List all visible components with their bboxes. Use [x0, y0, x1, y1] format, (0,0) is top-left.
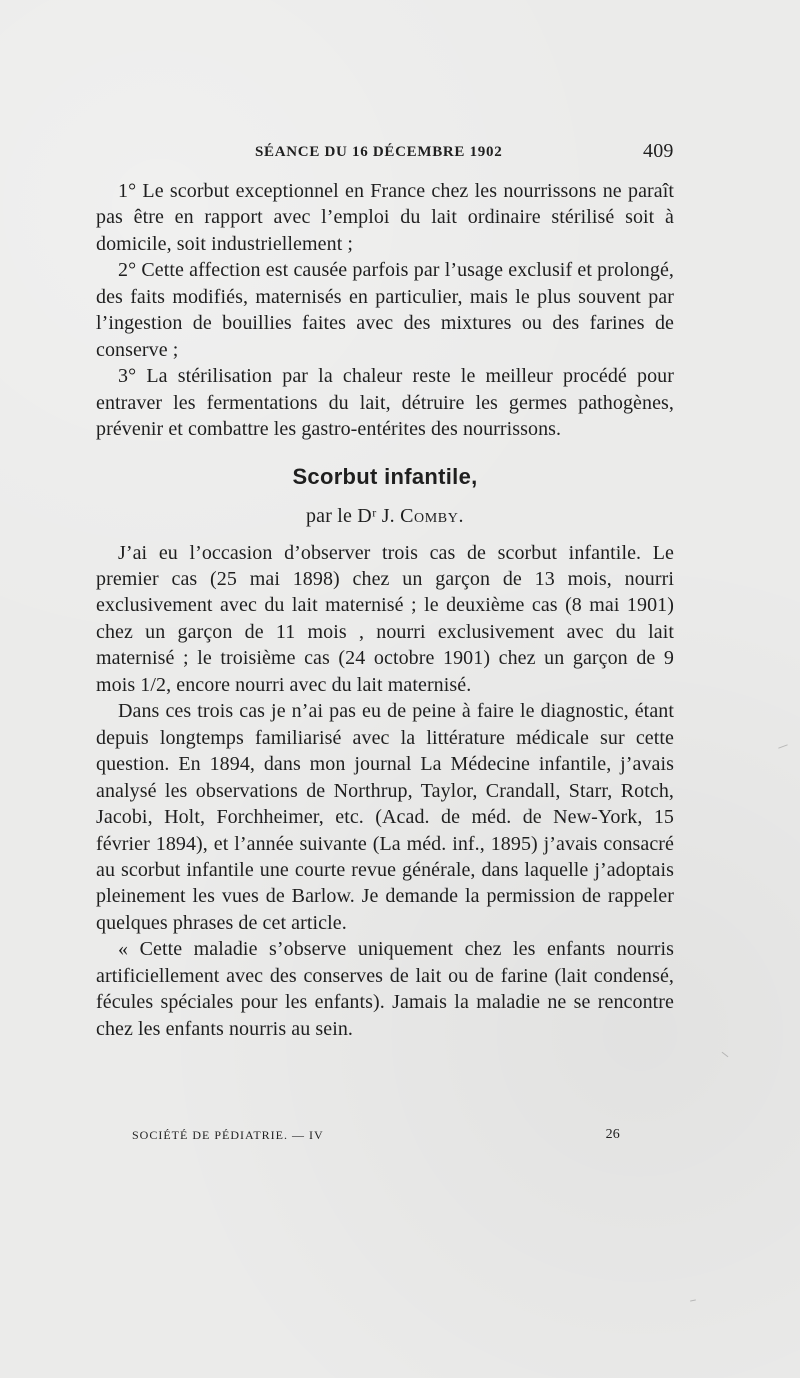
paragraph-diagnosis: Dans ces trois cas je n’ai pas eu de peine à faire le diagnostic, étant depuis longtemps familiarisé avec la littérature médicale sur cette question. En 1894, dans mon journal La Médecine infantile, j’avais analysé les observations de Northrup, Taylor, Crandall, Starr, Rotch, Jacobi, Holt, Forchheimer, etc. (Acad. de méd. de New-York, 15 février 1894), et l’année suivante (La méd. inf., 1895) j’avais consacré au scorbut infantile une courte revue générale, dans laquelle j’adoptais pleinement les vues de Barlow. Je demande la permission de rappeler quelques phrases de cet article.: [96, 700, 674, 934]
author-name: Comby.: [400, 504, 465, 527]
section-byline: [96, 503, 674, 529]
scan-speck: [690, 1299, 696, 1301]
paragraph-quote: « Cette maladie s’observe uniquement chez les enfants nourris artificiellement avec des conserves de lait ou de farine (lait condensé, fécules spéciales pour les enfants). Jamais la maladie ne se rencontre chez les enfants nourris au sein.: [96, 938, 674, 1040]
page-header: [0, 140, 800, 170]
footer-series: SOCIÉTÉ DE PÉDIATRIE. — IV: [132, 1128, 324, 1142]
running-head: SÉANCE DU 16 DÉCEMBRE 1902: [255, 144, 503, 160]
paragraph-conclusion-1: 1° Le scorbut exceptionnel en France chez les nourrissons ne paraît pas être en rapport avec l’emploi du lait ordinaire stérilisé soit à domicile, soit industriellement ;: [96, 180, 674, 255]
scan-speck: [722, 1052, 729, 1058]
page-number: 409: [643, 140, 674, 162]
paragraph-conclusion-3: 3° La stérilisation par la chaleur reste le meilleur procédé pour entraver les fermentations du lait, détruire les germes pathogènes, prévenir et combattre les gastro-entérites des nourrissons.: [96, 365, 674, 441]
page-footer: [132, 1128, 632, 1148]
section-title: Scorbut infantile,: [292, 463, 478, 489]
paragraph-cases: J’ai eu l’occasion d’observer trois cas de scorbut infantile. Le premier cas (25 mai 1898) chez un garçon de 13 mois, nourri exclusivement avec du lait maternisé ; le deuxième cas (8 mai 1901) chez un garçon de 11 mois , nourri exclusivement avec du lait maternisé ; le troisième cas (24 octobre 1901) chez un garçon de 9 mois 1/2, encore nourri avec du lait maternisé.: [96, 541, 674, 696]
footer-signature: 26: [605, 1127, 620, 1142]
scan-speck: [778, 744, 788, 748]
text-block: [96, 178, 674, 1042]
byline-prefix: par le Dʳ J.: [305, 504, 401, 527]
paragraph-conclusion-2: 2° Cette affection est causée parfois par l’usage exclusif et prolongé, des faits modifiés, maternisés en particulier, mais le plus souvent par l’ingestion de bouillies faites avec des mixtures ou des farines de conserve ;: [96, 259, 674, 361]
